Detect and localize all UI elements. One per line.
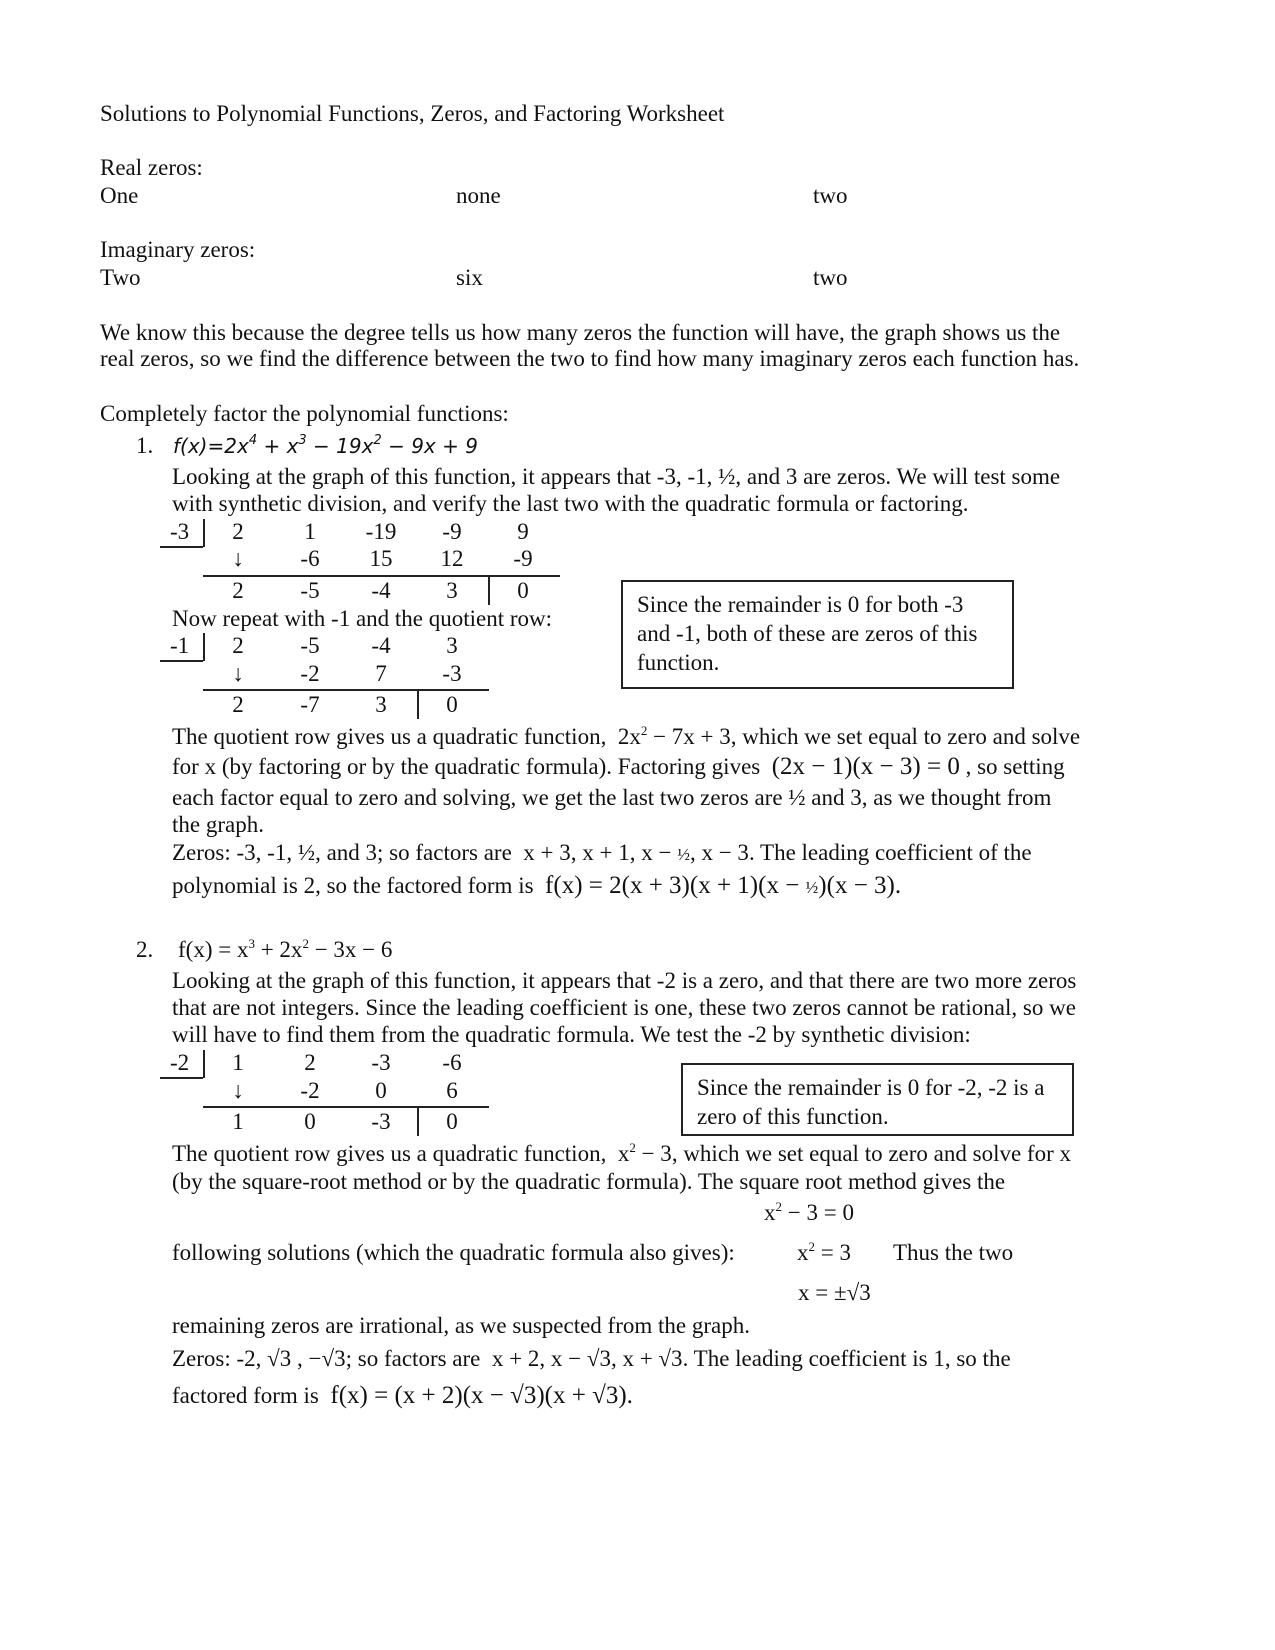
cell: 15: [369, 546, 393, 571]
down-arrow-icon: ↓: [232, 546, 244, 571]
equation-step-3: x = ±√3: [798, 1280, 871, 1305]
factor-heading: Completely factor the polynomial functions:: [100, 401, 509, 426]
p1-factored-form-line: [172, 873, 901, 901]
sum-line: [203, 1106, 489, 1108]
cell: -19: [365, 519, 397, 544]
cell: -3: [371, 1109, 391, 1134]
p1-zeros-line: [172, 840, 1032, 868]
cell: -6: [300, 546, 320, 571]
imaginary-zeros-2: six: [456, 265, 483, 290]
remainder-bar: [488, 575, 490, 605]
cell: -9: [513, 546, 533, 571]
divisor-underline: [160, 1077, 203, 1079]
problem-1-intro: Looking at the graph of this function, it appears that -3, -1, ½, and 3 are zeros. We will test some: [172, 464, 1061, 489]
down-arrow-icon: ↓: [232, 1078, 244, 1103]
page-title: Solutions to Polynomial Functions, Zeros, and Factoring Worksheet: [100, 101, 725, 126]
imaginary-zeros-label: Imaginary zeros:: [100, 237, 256, 262]
problem-2-intro: will have to find them from the quadratic formula. We test the -2 by synthetic division:: [172, 1022, 971, 1047]
cell: 6: [446, 1078, 458, 1103]
cell: -2: [300, 1078, 320, 1103]
cell: 0: [304, 1109, 316, 1134]
quadratic-expression: $2x^2 - 7x + 3$: [617, 723, 731, 749]
text: The quotient row gives us a quadratic function,: [172, 724, 607, 749]
cell: 2: [232, 519, 244, 544]
text: The quotient row gives us a quadratic function,: [172, 1141, 607, 1166]
factors-list: x + 2, x − √3, x + √3: [491, 1346, 683, 1371]
cell: -5: [300, 633, 320, 658]
text: , which we set equal to zero and solve for x: [671, 1141, 1071, 1166]
text: ; so factors are: [345, 1346, 481, 1371]
cell: 3: [375, 692, 387, 717]
p2-paragraph-line: [172, 1141, 1071, 1167]
divisor-underline: [160, 660, 203, 662]
cell: -3: [442, 661, 462, 686]
text: Zeros: -3, -1, ½, and 3; so factors are: [172, 840, 512, 865]
p2-factored-form-line: [172, 1383, 633, 1409]
p1-paragraph-line: the graph.: [172, 812, 264, 837]
text: Zeros: -2,: [172, 1346, 262, 1371]
p2-paragraph-line: remaining zeros are irrational, as we suspected from the graph.: [172, 1313, 750, 1338]
equation-step-2: $x^2 = 3$: [797, 1239, 851, 1265]
text: , which we set equal to zero and solve: [730, 724, 1081, 749]
remainder-bar: [417, 689, 419, 719]
problem-1-intro: with synthetic division, and verify the last two with the quadratic formula or factoring.: [172, 491, 969, 516]
p2-paragraph-line: (by the square-root method or by the quadratic formula). The square root method gives the: [172, 1169, 1006, 1194]
cell: 2: [232, 633, 244, 658]
text: . The leading coefficient of the: [748, 840, 1032, 865]
cell: -4: [371, 578, 391, 603]
factored-quadratic: (2x − 1)(x − 3) = 0: [771, 753, 960, 780]
p2-paragraph-line: Thus the two: [893, 1240, 1014, 1265]
text: , so setting: [965, 754, 1065, 779]
remainder-note-box-1: Since the remainder is 0 for both -3 and -1, both of these are zeros of this function.: [621, 580, 1014, 689]
p2-zeros-line: [172, 1346, 1011, 1372]
cell: -3: [371, 1050, 391, 1075]
factored-form: f(x) = (x + 2)(x − √3)(x + √3).: [330, 1382, 633, 1409]
p1-paragraph-line: [172, 754, 1065, 780]
remainder: 0: [446, 692, 458, 717]
problem-1-equation: $f(x)=2x^4 + x^3 - 19x^2 - 9x + 9$: [173, 433, 478, 458]
cell: 12: [440, 546, 464, 571]
cell: 1: [304, 519, 316, 544]
remainder: 0: [446, 1109, 458, 1134]
problem-2-intro: that are not integers. Since the leading coefficient is one, these two zeros cannot be rational, so we: [172, 995, 1076, 1020]
explanation-line: We know this because the degree tells us how many zeros the function will have, the graph shows us the: [100, 320, 1061, 345]
explanation-line: real zeros, so we find the difference between the two to find how many imaginary zeros each function has.: [100, 346, 1080, 371]
text: polynomial is 2, so the factored form is: [172, 873, 534, 898]
down-arrow-icon: ↓: [232, 661, 244, 686]
real-zeros-2: none: [456, 183, 501, 208]
imaginary-zeros-3: two: [813, 265, 848, 290]
real-zeros-label: Real zeros:: [100, 155, 203, 180]
problem-number: 2.: [136, 937, 154, 962]
real-zeros-3: two: [813, 183, 848, 208]
cell: 9: [517, 519, 529, 544]
remainder: 0: [517, 578, 529, 603]
cell: 3: [446, 578, 458, 603]
cell: 1: [232, 1109, 244, 1134]
zeros-list: √3 , −√3: [267, 1346, 346, 1371]
cell: -2: [300, 661, 320, 686]
cell: -5: [300, 578, 320, 603]
cell: -9: [442, 519, 462, 544]
imaginary-zeros-1: Two: [100, 265, 141, 290]
cell: 2: [304, 1050, 316, 1075]
p1-paragraph-line: [172, 724, 1080, 750]
p2-paragraph-line: following solutions (which the quadratic formula also gives):: [172, 1240, 735, 1265]
remainder-bar: [417, 1106, 419, 1136]
cell: -7: [300, 692, 320, 717]
cell: 1: [232, 1050, 244, 1075]
problem-2-intro: Looking at the graph of this function, it appears that -2 is a zero, and that there are two more zeros: [172, 968, 1077, 993]
cell: -6: [442, 1050, 462, 1075]
divisor-underline: [160, 546, 203, 548]
factored-form: f(x) = 2(x + 3)(x + 1)(x − ½)(x − 3).: [545, 872, 902, 899]
problem-2-equation: $f(x) = x^3 + 2x^2 - 3x - 6$: [178, 936, 393, 962]
divisor-bar: [203, 519, 205, 547]
cell: 2: [232, 578, 244, 603]
sum-line: [203, 575, 560, 577]
cell: 3: [446, 633, 458, 658]
cell: 0: [375, 1078, 387, 1103]
cell: -4: [371, 633, 391, 658]
sum-line: [203, 689, 489, 691]
problem-number: 1.: [136, 433, 154, 458]
p1-paragraph-line: each factor equal to zero and solving, we get the last two zeros are ½ and 3, as we thought from: [172, 785, 1052, 810]
real-zeros-1: One: [100, 183, 139, 208]
repeat-text: Now repeat with -1 and the quotient row:: [172, 606, 553, 631]
text: factored form is: [172, 1383, 319, 1408]
cell: 7: [375, 661, 387, 686]
divisor-bar: [203, 633, 205, 661]
equation-step-1: $x^2 - 3 = 0$: [764, 1199, 854, 1225]
divisor-bar: [203, 1050, 205, 1078]
cell: 2: [232, 692, 244, 717]
factors-list: x + 3, x + 1, x − ½, x − 3: [523, 840, 749, 865]
divisor: -1: [170, 633, 190, 658]
divisor: -3: [170, 519, 190, 544]
quadratic-expression: $x^2 - 3$: [617, 1140, 672, 1166]
remainder-note-box-2: Since the remainder is 0 for -2, -2 is a zero of this function.: [681, 1063, 1074, 1136]
text: for x (by factoring or by the quadratic formula). Factoring gives: [172, 754, 761, 779]
text: . The leading coefficient is 1, so the: [682, 1346, 1011, 1371]
divisor: -2: [170, 1050, 190, 1075]
